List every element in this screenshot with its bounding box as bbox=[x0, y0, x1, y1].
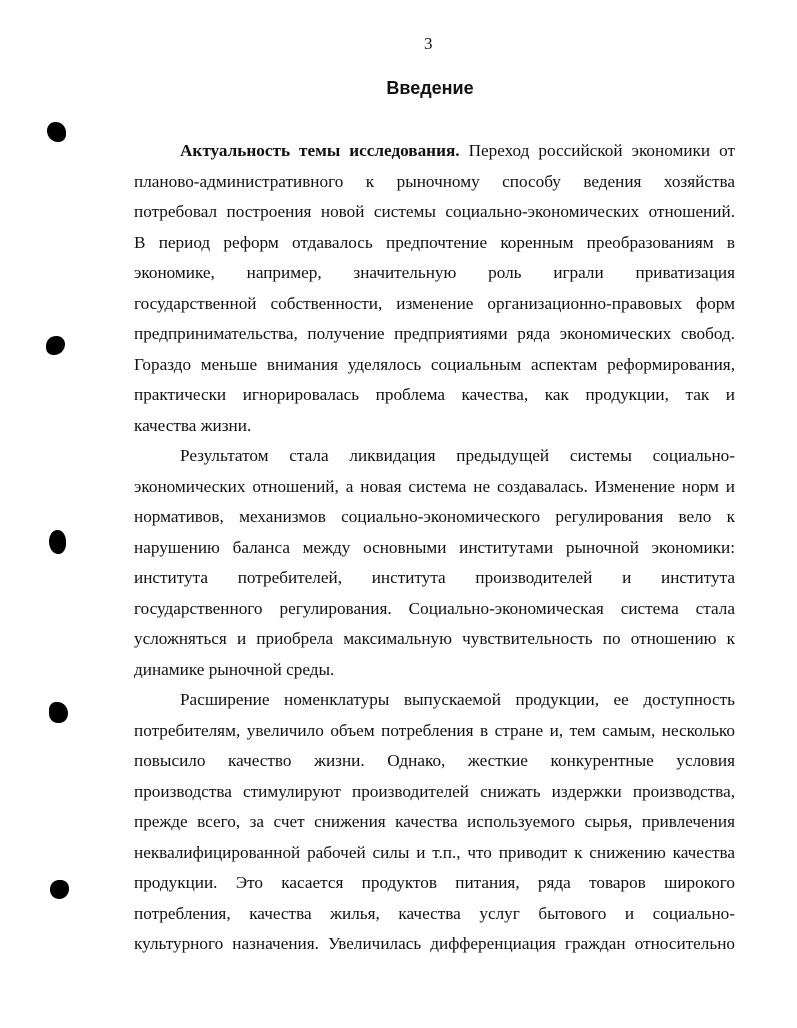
text-line: В период реформ отдавалось предпочтение коренным преобразованиям в bbox=[134, 232, 735, 252]
page-title: Введение bbox=[386, 78, 474, 98]
paragraph bbox=[134, 136, 735, 441]
text-line: потребителям, увеличило объем потребления в стране и, тем самым, несколько bbox=[134, 720, 735, 740]
text-line: экономике, например, значительную роль играли приватизация bbox=[134, 263, 735, 282]
text-line: производства стимулируют производителей снижать издержки производства, bbox=[134, 781, 735, 801]
text-line bbox=[134, 136, 735, 167]
binding-hole-mark bbox=[49, 702, 68, 723]
binding-hole-mark bbox=[50, 880, 69, 899]
text-line: прежде всего, за счет снижения качества используемого сырья, привлечения bbox=[134, 812, 735, 831]
text-line: повысило качество жизни. Однако, жесткие конкурентные условия bbox=[134, 751, 735, 770]
text-line: государственной собственности, изменение организационно-правовых форм bbox=[134, 293, 735, 313]
text-line: практически игнорировалась проблема качества, как продукции, так и bbox=[134, 385, 735, 404]
text-line: потребления, качества жилья, качества услуг бытового и социально- bbox=[134, 903, 735, 923]
text-line: нормативов, механизмов социально-экономического регулирования вело к bbox=[134, 507, 735, 526]
text-line: Расширение номенклатуры выпускаемой продукции, ее доступность bbox=[180, 690, 735, 709]
binding-hole-mark bbox=[47, 122, 66, 142]
text-line: Результатом стала ликвидация предыдущей системы социально- bbox=[180, 446, 735, 465]
text-line: предпринимательства, получение предприятиями ряда экономических свобод. bbox=[134, 324, 735, 343]
text-line: института потребителей, института производителей и института bbox=[134, 568, 735, 587]
paragraph bbox=[134, 441, 735, 685]
text-line: динамике рыночной среды. bbox=[134, 659, 335, 679]
binding-hole-mark bbox=[46, 336, 65, 355]
page-number: 3 bbox=[424, 34, 433, 53]
text-line: неквалифицированной рабочей силы и т.п., что приводит к снижению качества bbox=[134, 842, 735, 862]
text-line: Переход российской экономики от bbox=[459, 141, 735, 160]
text-line: потребовал построения новой системы социально-экономических отношений. bbox=[134, 202, 735, 221]
text-line: культурного назначения. Увеличилась дифференциация граждан относительно bbox=[134, 934, 735, 953]
text-line: экономических отношений, а новая система не создавалась. Изменение норм и bbox=[134, 476, 735, 496]
text-line: продукции. Это касается продуктов питания, ряда товаров широкого bbox=[134, 873, 735, 892]
text-line: планово-административного к рыночному способу ведения хозяйства bbox=[134, 171, 735, 191]
text-line: качества жизни. bbox=[134, 415, 252, 435]
paragraph bbox=[134, 685, 735, 960]
text-line: Гораздо меньше внимания уделялось социальным аспектам реформирования, bbox=[134, 354, 735, 374]
binding-hole-mark bbox=[49, 530, 66, 554]
text-line: нарушению баланса между основными институтами рыночной экономики: bbox=[134, 537, 735, 557]
paragraph-lead: Актуальность темы исследования. bbox=[180, 141, 460, 160]
text-line: усложняться и приобрела максимальную чувствительность по отношению к bbox=[134, 629, 735, 648]
text-line: государственного регулирования. Социально-экономическая система стала bbox=[134, 598, 735, 618]
